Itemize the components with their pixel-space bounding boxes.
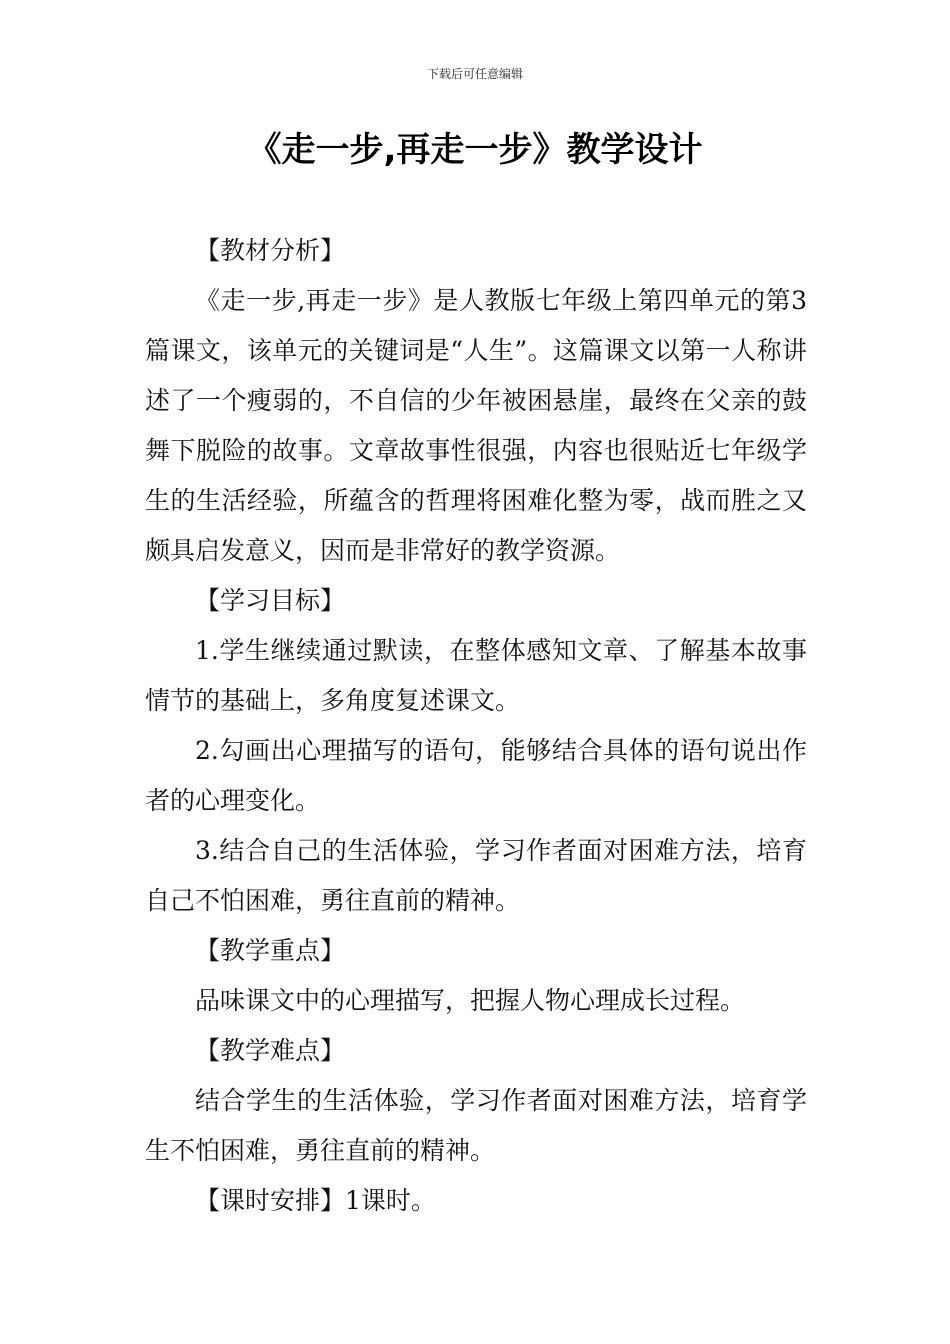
difficulty-paragraph: 结合学生的生活体验，学习作者面对困难方法，培育学生不怕困难，勇往直前的精神。 bbox=[145, 1086, 807, 1165]
section-heading-difficulty: 【教学难点】 bbox=[195, 1036, 346, 1065]
goal-item-2: 2.勾画出心理描写的语句，能够结合具体的语句说出作者的心理变化。 bbox=[145, 736, 807, 815]
analysis-paragraph: 《走一步,再走一步》是人教版七年级上第四单元的第3篇课文，该单元的关键词是“人生”。这篇课文以第一人称讲述了一个瘦弱的，不自信的少年被困悬崖，最终在父亲的鼓舞下脱险的故事。文章故事性很强，内容也很贴近七年级学生的生活经验，所蕴含的哲理将困难化整为零，战而胜之又颇具启发意义，因而是非常好的教学资源。 bbox=[145, 286, 807, 565]
header-note: 下载后可任意编辑 bbox=[426, 67, 523, 81]
focus-paragraph: 品味课文中的心理描写，把握人物心理成长过程。 bbox=[195, 986, 746, 1015]
goal-item-3: 3.结合自己的生活体验，学习作者面对困难方法，培育自己不怕困难，勇往直前的精神。 bbox=[145, 836, 807, 915]
section-heading-schedule: 【课时安排】 bbox=[195, 1186, 346, 1215]
section-heading-analysis: 【教材分析】 bbox=[195, 236, 346, 265]
goal-item-1: 1.学生继续通过默读，在整体感知文章、了解基本故事情节的基础上，多角度复述课文。 bbox=[145, 636, 807, 715]
document-title: 《走一步,再走一步》教学设计 bbox=[247, 130, 703, 170]
section-heading-focus: 【教学重点】 bbox=[195, 936, 346, 965]
document-body bbox=[145, 226, 807, 1226]
schedule-text: 1课时。 bbox=[345, 1186, 436, 1215]
schedule-line bbox=[145, 1176, 807, 1226]
section-heading-goals: 【学习目标】 bbox=[195, 586, 346, 615]
